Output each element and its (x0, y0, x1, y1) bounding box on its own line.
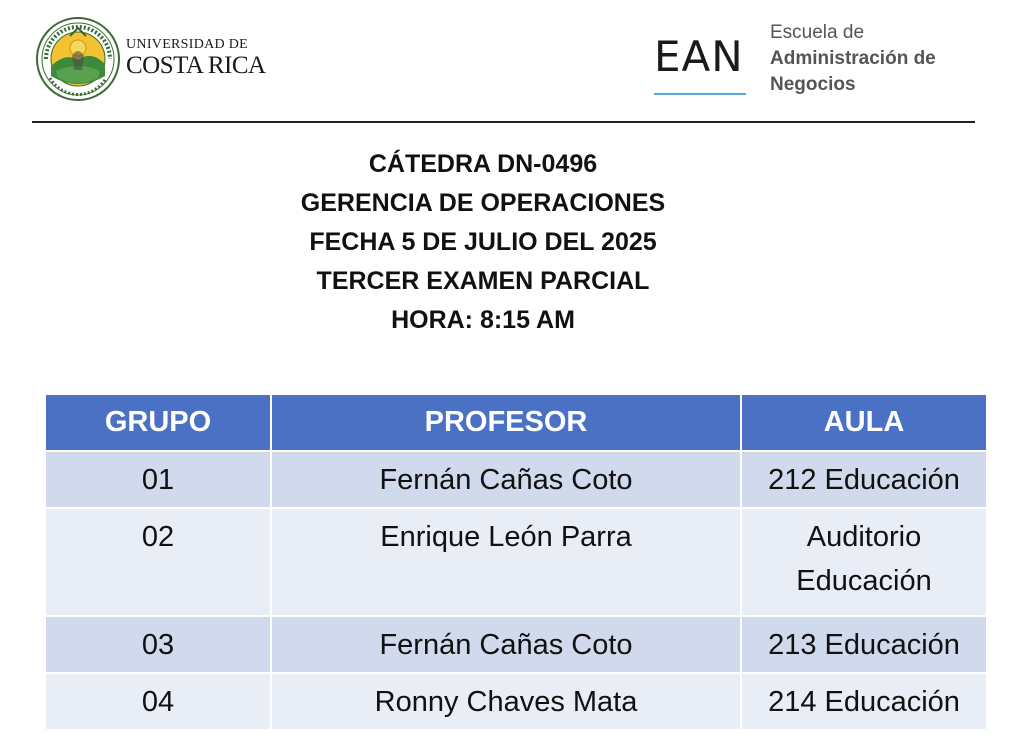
header-aula: AULA (741, 394, 987, 451)
page-header (0, 0, 1024, 122)
cell-profesor: Enrique León Parra (271, 508, 741, 616)
cell-aula (741, 508, 987, 616)
title-date: FECHA 5 DE JULIO DEL 2025 (309, 228, 657, 256)
cell-aula: 213 Educación (741, 616, 987, 673)
cell-profesor: Ronny Chaves Mata (271, 673, 741, 730)
ean-name-line2: Administración de (770, 48, 936, 69)
title-exam-name: TERCER EXAMEN PARCIAL (316, 267, 650, 295)
header-profesor: PROFESOR (271, 394, 741, 451)
table-header-row (45, 394, 987, 451)
title-course-code: CÁTEDRA DN-0496 (368, 150, 598, 178)
cell-grupo: 01 (45, 451, 271, 508)
ucr-wordmark (126, 38, 266, 78)
exam-schedule-table (44, 393, 988, 731)
ucr-wordmark-line2: COSTA RICA (126, 52, 266, 79)
cell-profesor: Fernán Cañas Coto (271, 616, 741, 673)
table-row (45, 451, 987, 508)
cell-profesor: Fernán Cañas Coto (271, 451, 741, 508)
ucr-wordmark-line1: UNIVERSIDAD DE (126, 37, 249, 52)
ean-name-line3: Negocios (770, 74, 856, 95)
cell-grupo: 03 (45, 616, 271, 673)
ean-school-name (770, 20, 936, 98)
ean-underline (654, 93, 746, 95)
header-grupo: GRUPO (45, 394, 271, 451)
ean-acronym: EAN (654, 32, 744, 81)
title-time: HORA: 8:15 AM (391, 306, 575, 334)
exam-title-block (0, 145, 966, 340)
cell-grupo: 02 (45, 508, 271, 616)
cell-grupo: 04 (45, 673, 271, 730)
table-row (45, 508, 987, 616)
table-row (45, 616, 987, 673)
ucr-seal-logo (36, 16, 120, 102)
cell-aula-line1: Auditorio (806, 521, 922, 553)
cell-aula: 212 Educación (741, 451, 987, 508)
title-course-name: GERENCIA DE OPERACIONES (300, 189, 666, 217)
table-row (45, 673, 987, 730)
ean-name-line1: Escuela de (770, 22, 865, 43)
header-divider (32, 121, 975, 123)
cell-aula: 214 Educación (741, 673, 987, 730)
cell-aula-line2: Educación (796, 565, 932, 597)
